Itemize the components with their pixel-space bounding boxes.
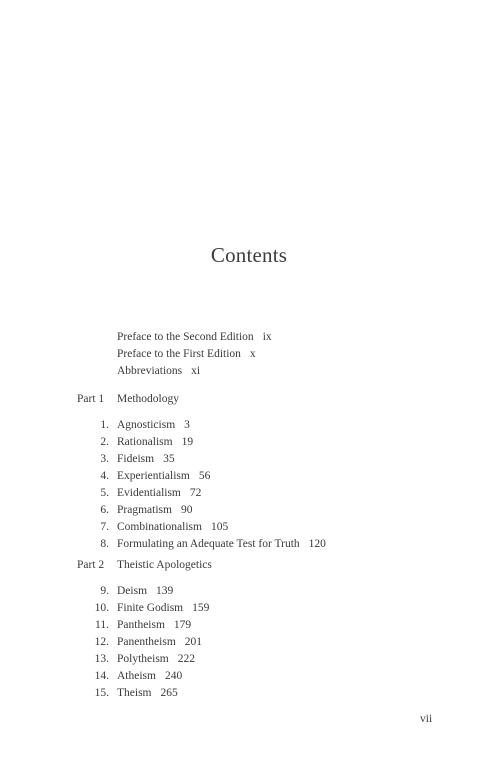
chapter-entry (77, 600, 212, 617)
chapter-number: 9. (100, 585, 109, 597)
page-number: 56 (198, 470, 211, 482)
chapter-entry (77, 485, 326, 502)
front-matter-item (117, 346, 272, 363)
chapter-entry (77, 634, 212, 651)
page-number: 139 (156, 585, 174, 597)
page-number: xi (191, 365, 201, 377)
chapter-title: Finite Godism (117, 602, 184, 614)
page-number: 72 (189, 487, 202, 499)
part-title: Methodology (117, 393, 179, 405)
chapter-entry (77, 617, 212, 634)
entry-title: Preface to the First Edition (117, 348, 241, 360)
chapter-entry (77, 502, 326, 519)
front-matter-item (117, 363, 272, 380)
page-number: 35 (163, 453, 175, 465)
entry-title: Preface to the Second Edition (117, 331, 254, 343)
page-number: 159 (192, 602, 210, 614)
chapter-number: 4. (100, 470, 109, 482)
chapter-title: Fideism (117, 453, 155, 465)
chapter-title: Polytheism (117, 653, 169, 665)
part-label: Part 1 (77, 393, 105, 405)
page-number: ix (262, 331, 272, 343)
chapter-title: Pragmatism (117, 504, 172, 516)
page-number: 265 (160, 687, 178, 699)
chapter-entry (77, 536, 326, 553)
chapter-title: Deism (117, 585, 148, 597)
chapter-number: 6. (100, 504, 109, 516)
front-matter-item (117, 329, 272, 346)
chapter-list (77, 417, 326, 553)
page-number: 222 (177, 653, 196, 665)
chapter-number: 8. (100, 538, 109, 550)
chapter-title: Atheism (117, 670, 156, 682)
chapter-title: Pantheism (117, 619, 165, 631)
chapter-entry (77, 668, 212, 685)
chapter-number: 12. (94, 636, 109, 648)
chapter-entry (77, 583, 212, 600)
chapter-number: 1. (100, 419, 109, 431)
chapter-title: Experientialism (117, 470, 190, 482)
chapter-title: Evidentialism (117, 487, 181, 499)
page-number: 120 (308, 538, 326, 550)
chapter-title: Formulating an Adequate Test for Truth (117, 538, 300, 550)
chapter-number: 15. (94, 687, 109, 699)
part-header (77, 557, 212, 574)
front-matter-list (117, 329, 272, 380)
page-title: Contents (210, 243, 288, 268)
chapter-entry (77, 417, 326, 434)
chapter-number: 7. (100, 521, 109, 533)
page-number: x (249, 348, 256, 360)
part-title: Theistic Apologetics (117, 559, 212, 571)
page-number: 179 (173, 619, 192, 631)
chapter-title: Rationalism (117, 436, 173, 448)
part-2-section (77, 557, 212, 702)
page-number: 3 (184, 419, 190, 431)
part-header (77, 391, 326, 408)
page-number: 19 (181, 436, 194, 448)
chapter-entry (77, 685, 212, 702)
chapter-title: Theism (117, 687, 152, 699)
page-folio: vii (420, 713, 433, 725)
part-1-section (77, 391, 326, 553)
chapter-entry (77, 519, 326, 536)
page-number: 90 (180, 504, 193, 516)
chapter-entry (77, 451, 326, 468)
entry-title: Abbreviations (117, 365, 183, 377)
chapter-number: 14. (94, 670, 109, 682)
page-number: 201 (184, 636, 203, 648)
chapter-entry (77, 434, 326, 451)
chapter-number: 2. (100, 436, 109, 448)
chapter-entry (77, 651, 212, 668)
chapter-number: 13. (94, 653, 109, 665)
page-number: 240 (164, 670, 183, 682)
chapter-entry (77, 468, 326, 485)
chapter-list (77, 583, 212, 702)
part-label: Part 2 (77, 559, 105, 571)
page-number: 105 (210, 521, 229, 533)
chapter-title: Agnosticism (117, 419, 176, 431)
chapter-title: Panentheism (117, 636, 176, 648)
chapter-number: 5. (100, 487, 109, 499)
chapter-number: 3. (100, 453, 109, 465)
chapter-title: Combinationalism (117, 521, 202, 533)
chapter-number: 11. (95, 619, 109, 631)
chapter-number: 10. (94, 602, 109, 614)
